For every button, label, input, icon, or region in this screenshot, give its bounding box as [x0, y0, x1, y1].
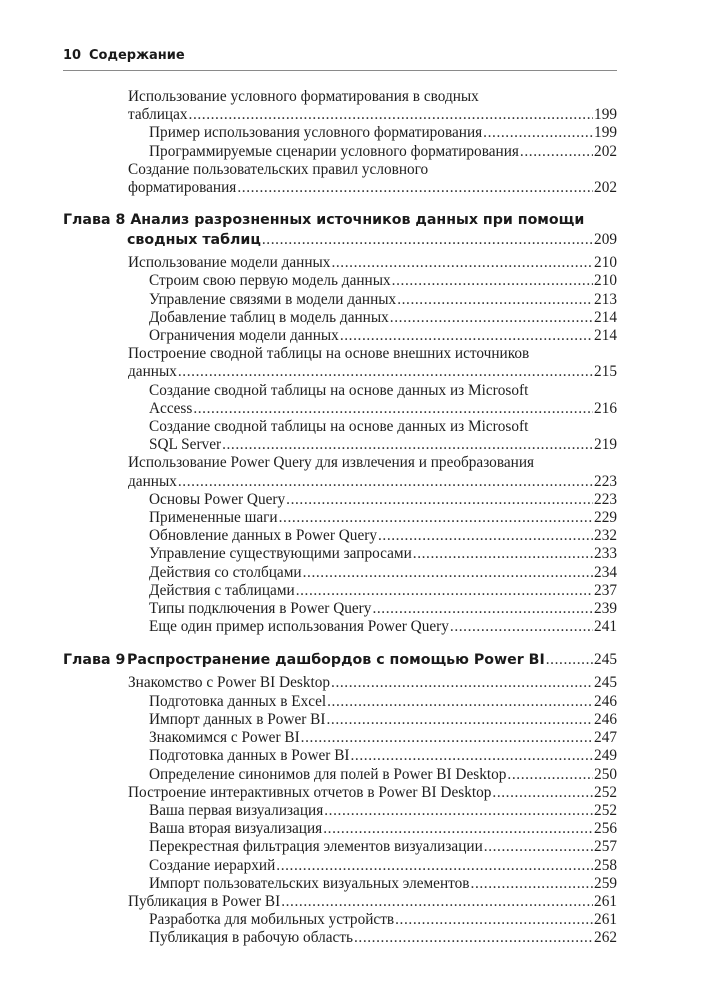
running-header: [63, 48, 617, 63]
page-ref: 199: [594, 124, 617, 142]
toc-entry[interactable]: Управление связями в модели данных ..... 213: [149, 291, 617, 309]
toc-entry[interactable]: Знакомство с Power BI Desktop ..... 245: [128, 674, 617, 692]
page-ref: 239: [594, 600, 617, 618]
toc-entry[interactable]: Построение интерактивных отчетов в Power BI Desktop ..... 252: [128, 784, 617, 802]
page-ref: 223: [594, 472, 617, 490]
leader-dots: [178, 363, 593, 381]
leader-dots: [507, 766, 593, 784]
toc-entry[interactable]: Действия со столбцами ..... 234: [149, 564, 617, 582]
page-ref: 202: [594, 179, 617, 197]
page-number: 10: [63, 48, 82, 63]
leader-dots: [276, 857, 593, 875]
page-ref: 229: [594, 509, 617, 527]
page-ref: 259: [594, 874, 617, 892]
toc-entry[interactable]: Типы подключения в Power Query ..... 239: [149, 600, 617, 618]
page-ref: 252: [594, 801, 617, 819]
toc-entry[interactable]: Построение сводной таблицы на основе внешних источников данных ..... 215: [128, 345, 617, 381]
page-ref: 262: [594, 929, 617, 947]
leader-dots: [189, 106, 594, 124]
leader-dots: [546, 650, 593, 669]
toc-entry[interactable]: Импорт пользовательских визуальных элементов ..... 259: [149, 875, 617, 893]
section-title: Содержание: [89, 48, 185, 63]
toc-entry[interactable]: Публикация в Power BI ..... 261: [128, 893, 617, 911]
toc-entry[interactable]: Еще один пример использования Power Query ..... 241: [149, 618, 617, 636]
page-ref: 252: [594, 783, 617, 801]
leader-dots: [193, 400, 593, 418]
leader-dots: [372, 600, 593, 618]
leader-dots: [222, 436, 593, 454]
leader-dots: [324, 802, 593, 820]
toc-entry[interactable]: Действия с таблицами ..... 237: [149, 582, 617, 600]
page-ref: 215: [594, 363, 617, 381]
leader-dots: [281, 893, 593, 911]
toc-entry[interactable]: Использование модели данных ..... 210: [128, 254, 617, 272]
leader-dots: [303, 564, 593, 582]
page-ref: 237: [594, 581, 617, 599]
toc-entry[interactable]: Создание пользовательских правил условного форматирования ..... 202: [128, 161, 617, 197]
toc-entry[interactable]: Создание сводной таблицы на основе данных из Microsoft Access ..... 216: [149, 382, 617, 418]
leader-dots: [378, 527, 593, 545]
page-ref: 216: [594, 399, 617, 417]
toc-entry[interactable]: Использование условного форматирования в сводных таблицах ..... 199: [128, 88, 617, 124]
chapter-heading-9[interactable]: Глава 9 Распространение дашбордов с помощью Power BI ..... 245: [63, 650, 617, 670]
leader-dots: [326, 711, 593, 729]
toc-entry[interactable]: Публикация в рабочую область ..... 262: [149, 929, 617, 947]
page-ref: 223: [594, 490, 617, 508]
toc-entry[interactable]: Создание сводной таблицы на основе данных из Microsoft SQL Server ..... 219: [149, 418, 617, 454]
toc-entry[interactable]: Перекрестная фильтрация элементов визуализации ..... 257: [149, 838, 617, 856]
page-ref: 245: [594, 651, 617, 669]
leader-dots: [483, 124, 593, 142]
page-ref: 249: [594, 747, 617, 765]
toc-entry[interactable]: Ваша вторая визуализация ..... 256: [149, 820, 617, 838]
page-ref: 210: [594, 272, 617, 290]
page-ref: 250: [594, 765, 617, 783]
page-ref: 233: [594, 545, 617, 563]
page-ref: 210: [594, 254, 617, 272]
header-rule: [63, 70, 617, 71]
toc-entry[interactable]: Определение синонимов для полей в Power BI Desktop ..... 250: [149, 766, 617, 784]
leader-dots: [331, 674, 593, 692]
leader-dots: [520, 143, 593, 161]
page-ref: 261: [594, 892, 617, 910]
page-ref: 214: [594, 308, 617, 326]
page-ref: 258: [594, 856, 617, 874]
page-ref: 219: [594, 436, 617, 454]
page-ref: 257: [594, 838, 617, 856]
page-ref: 246: [594, 710, 617, 728]
toc-entry[interactable]: Подготовка данных в Excel ..... 246: [149, 693, 617, 711]
page-ref: 214: [594, 327, 617, 345]
toc-entry[interactable]: Пример использования условного форматирования ..... 199: [149, 124, 617, 142]
page-ref: 246: [594, 692, 617, 710]
leader-dots: [286, 491, 593, 509]
leader-dots: [323, 820, 593, 838]
chapter-label: Глава 9: [63, 652, 126, 669]
toc-entry[interactable]: Обновление данных в Power Query ..... 232: [149, 527, 617, 545]
toc-entry[interactable]: Ограничения модели данных ..... 214: [149, 327, 617, 345]
page-ref: 202: [594, 142, 617, 160]
leader-dots: [354, 929, 593, 947]
table-of-contents: [0, 88, 703, 948]
leader-dots: [450, 618, 593, 636]
leader-dots: [296, 582, 593, 600]
toc-entry[interactable]: Разработка для мобильных устройств ..... 261: [149, 911, 617, 929]
toc-entry[interactable]: Ваша первая визуализация ..... 252: [149, 802, 617, 820]
page-ref: 245: [594, 674, 617, 692]
toc-entry[interactable]: Строим свою первую модель данных ..... 210: [149, 272, 617, 290]
leader-dots: [237, 179, 593, 197]
leader-dots: [395, 911, 593, 929]
leader-dots: [492, 784, 593, 802]
toc-entry[interactable]: Основы Power Query ..... 223: [149, 491, 617, 509]
leader-dots: [301, 729, 593, 747]
toc-entry[interactable]: Знакомимся с Power BI ..... 247: [149, 729, 617, 747]
leader-dots: [413, 545, 593, 563]
toc-entry[interactable]: Импорт данных в Power BI ..... 246: [149, 711, 617, 729]
toc-entry[interactable]: Программируемые сценарии условного форматирования ..... 202: [149, 143, 617, 161]
page-ref: 234: [594, 563, 617, 581]
toc-entry[interactable]: Примененные шаги ..... 229: [149, 509, 617, 527]
leader-dots: [484, 838, 593, 856]
chapter-heading-8[interactable]: Глава 8 Анализ разрозненных источников данных при помощи сводных таблиц ..... 209: [63, 211, 617, 250]
leader-dots: [397, 291, 593, 309]
toc-entry[interactable]: Подготовка данных в Power BI ..... 249: [149, 747, 617, 765]
leader-dots: [331, 254, 593, 272]
toc-entry[interactable]: Создание иерархий ..... 258: [149, 857, 617, 875]
page-ref: 256: [594, 820, 617, 838]
page-ref: 261: [594, 911, 617, 929]
leader-dots: [178, 473, 593, 491]
toc-entry[interactable]: Добавление таблиц в модель данных ..... 214: [149, 309, 617, 327]
page-ref: 199: [594, 106, 617, 124]
leader-dots: [471, 875, 594, 893]
page-ref: 247: [594, 729, 617, 747]
leader-dots: [351, 747, 594, 765]
chapter-label: Глава 8: [63, 212, 126, 229]
page-ref: 232: [594, 527, 617, 545]
leader-dots: [392, 272, 593, 290]
toc-entry[interactable]: Управление существующими запросами ..... 233: [149, 545, 617, 563]
toc-entry[interactable]: Использование Power Query для извлечения и преобразования данных ..... 223: [128, 454, 617, 490]
leader-dots: [279, 509, 593, 527]
page-ref: 241: [594, 618, 617, 636]
leader-dots: [390, 309, 593, 327]
leader-dots: [327, 693, 593, 711]
leader-dots: [262, 230, 593, 249]
page-ref: 213: [594, 290, 617, 308]
leader-dots: [340, 327, 593, 345]
page-ref: 209: [594, 231, 617, 249]
